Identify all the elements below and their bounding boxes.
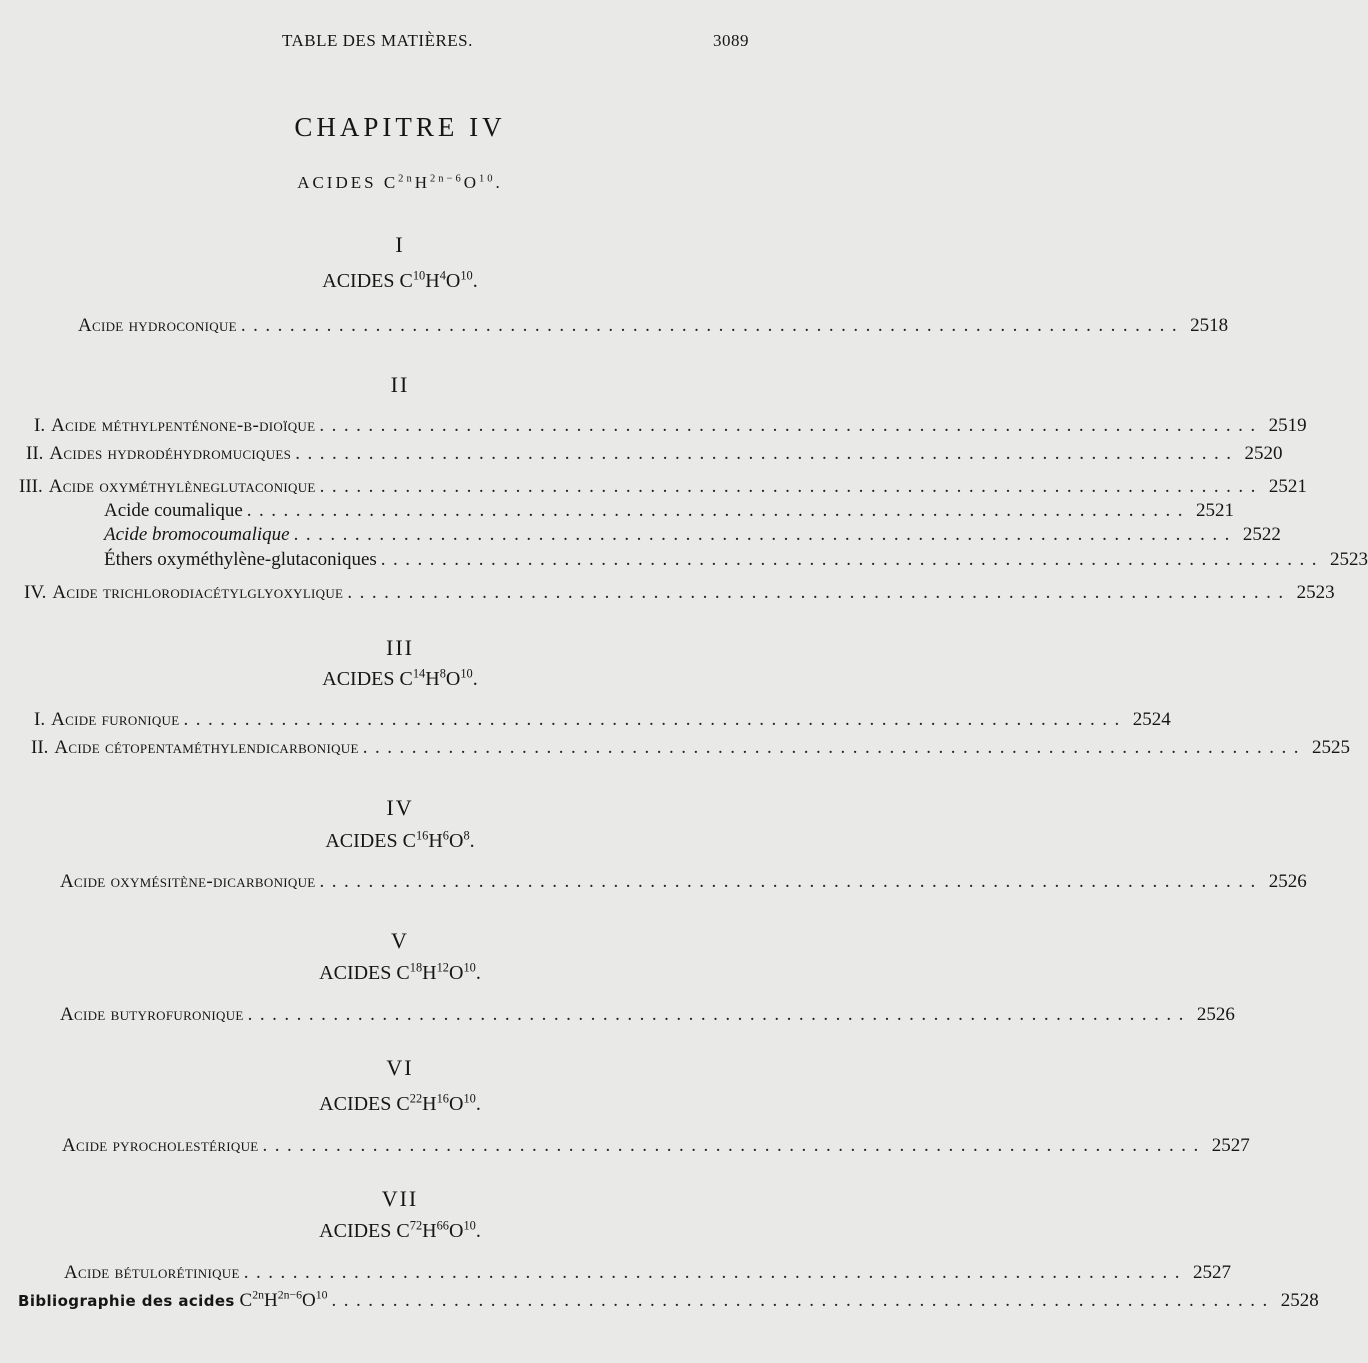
toc-entry[interactable]: Acide oxymésitène-dicarbonique ............................................................................. 2526 — [60, 869, 756, 895]
entry-page: 2519 — [1268, 415, 1307, 436]
toc-entry[interactable]: III. Acide oxyméthylèneglutaconique ............................................................................. 2521 — [19, 474, 754, 500]
section-numeral: IV — [386, 795, 414, 820]
entry-number: III. — [19, 476, 43, 497]
leader-dots: ............................................................................. — [347, 582, 1291, 603]
entry-page: 2523 — [1330, 549, 1368, 570]
section-numeral: VII — [381, 1186, 419, 1211]
leader-dots: ............................................................................. — [247, 1004, 1191, 1025]
bibliography-entry[interactable] — [18, 1288, 1319, 1314]
toc-entry[interactable]: Acide hydroconique ............................................................................. 2518 — [78, 313, 754, 339]
leader-dots: ............................................................................. — [319, 476, 1263, 497]
entry-number: I. — [34, 415, 46, 436]
toc-entry[interactable]: I. Acide furonique ............................................................................. 2524 — [34, 707, 754, 733]
entry-page: 2524 — [1132, 709, 1171, 730]
chapter-family-formula: ACIDES $C^{2n}H^{2n-6}O^{10}$. — [297, 173, 503, 192]
section-numeral: VI — [386, 1055, 414, 1080]
leader-dots: ............................................................................. — [380, 549, 1325, 570]
entry-page: 2520 — [1244, 443, 1283, 464]
entry-page: 2522 — [1242, 524, 1281, 545]
entry-number: IV. — [24, 582, 47, 603]
toc-entry[interactable]: Éthers oxyméthylène-glutaconiques ............................................................................. 2523 — [104, 547, 754, 573]
leader-dots: ............................................................................. — [243, 1262, 1187, 1283]
bibliography-formula: $C^{2n}H^{2n-6}O^{10}$ — [239, 1288, 328, 1311]
leader-dots: ............................................................................. — [246, 500, 1191, 521]
section-formula: ACIDES $C^{72}H^{66}O^{10}$. — [319, 1218, 481, 1242]
entry-page: 2526 — [1268, 871, 1307, 892]
entry-page: 2521 — [1196, 500, 1235, 521]
entry-page: 2527 — [1211, 1135, 1250, 1156]
entry-page: 2528 — [1280, 1290, 1319, 1311]
entry-page: 2521 — [1268, 476, 1307, 497]
entry-page: 2525 — [1311, 737, 1350, 758]
leader-dots: ............................................................................. — [295, 443, 1239, 464]
section-numeral: II — [390, 372, 410, 397]
leader-dots: ............................................................................. — [240, 315, 1185, 336]
bibliography-label: Bibliographie des acides — [18, 1292, 235, 1310]
leader-dots: ............................................................................. — [319, 415, 1263, 436]
leader-dots: ............................................................................. — [362, 737, 1306, 758]
leader-dots: ............................................................................. — [262, 1135, 1206, 1156]
toc-entry[interactable]: Acide bétulorétinique ............................................................................. 2527 — [64, 1260, 756, 1286]
toc-entry[interactable]: Acide bromocoumalique ............................................................................. 2522 — [104, 522, 754, 548]
toc-entry[interactable]: Acide pyrocholestérique ............................................................................. 2527 — [62, 1133, 756, 1159]
toc-entry[interactable]: IV. Acide trichlorodiacétylglyoxylique ............................................................................. 2523 — [24, 580, 754, 606]
entry-page: 2523 — [1296, 582, 1335, 603]
entry-number: II. — [31, 737, 49, 758]
entry-number: II. — [26, 443, 44, 464]
running-title: TABLE DES MATIÈRES. — [282, 31, 473, 50]
section-numeral: I — [395, 232, 405, 257]
leader-dots: ............................................................................. — [183, 709, 1127, 730]
section-formula: ACIDES $C^{16}H^6O^8$. — [325, 828, 475, 852]
entry-number: I. — [34, 709, 46, 730]
section-formula: ACIDES $C^{22}H^{16}O^{10}$. — [319, 1091, 481, 1115]
section-numeral: V — [391, 928, 409, 953]
page-number: 3089 — [713, 31, 749, 50]
toc-entry[interactable]: II. Acides hydrodéhydromuciques ............................................................................. 2520 — [26, 441, 754, 467]
toc-entry[interactable]: I. Acide méthylpenténone-β-dioïque ............................................................................. 2519 — [34, 413, 754, 439]
entry-page: 2518 — [1190, 315, 1229, 336]
entry-page: 2527 — [1192, 1262, 1231, 1283]
toc-entry[interactable]: Acide butyrofuronique ............................................................................. 2526 — [60, 1002, 756, 1028]
leader-dots: ............................................................................. — [319, 871, 1263, 892]
section-numeral: III — [386, 635, 414, 660]
toc-entry[interactable]: II. Acide cétopentaméthylendicarbonique ............................................................................. 2525 — [31, 735, 754, 761]
leader-dots: ............................................................................. — [331, 1290, 1275, 1311]
section-formula: ACIDES $C^{18}H^{12}O^{10}$. — [319, 960, 481, 984]
chapter-title: CHAPITRE IV — [294, 112, 506, 142]
toc-entry[interactable]: Acide coumalique ............................................................................. 2521 — [104, 498, 754, 524]
leader-dots: ............................................................................. — [293, 524, 1237, 545]
entry-page: 2526 — [1196, 1004, 1235, 1025]
section-formula: ACIDES $C^{14}H^8O^{10}$. — [322, 666, 478, 690]
section-formula: ACIDES $C^{10}H^4O^{10}$. — [322, 268, 478, 292]
